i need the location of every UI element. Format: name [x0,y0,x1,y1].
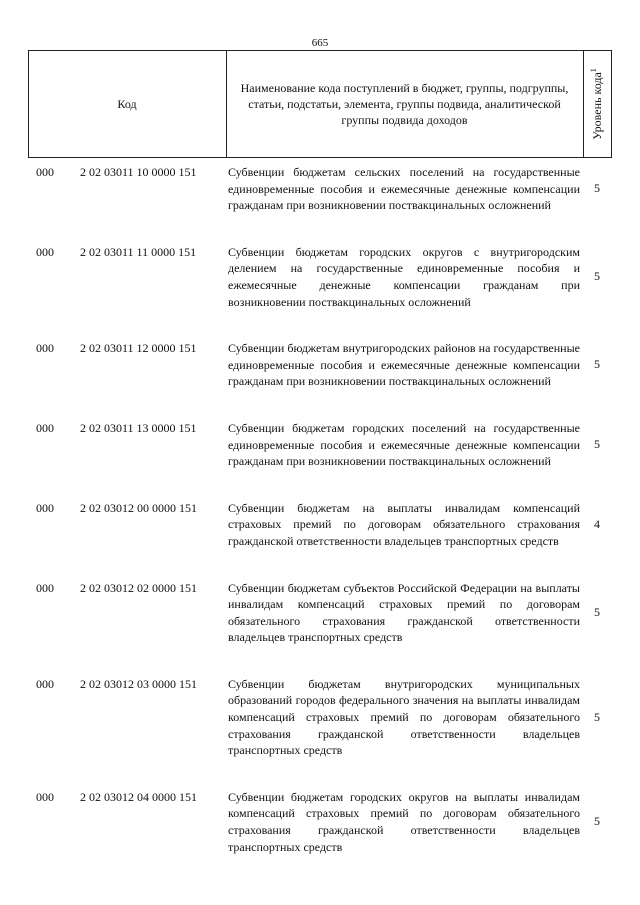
row-income-code: 2 02 03011 11 0000 151 [80,244,197,259]
table-row [28,580,612,646]
row-admin-code: 000 [36,244,54,259]
row-admin-code: 000 [36,676,54,691]
row-name: Субвенции бюджетам на выплаты инвалидам компенсаций страховых премий по договорам обязательного страхования гражданской ответственности владельцев транспортных средств [228,500,580,548]
column-divider [611,51,612,157]
row-level: 5 [594,436,600,451]
header-level-text [589,68,605,140]
row-income-code: 2 02 03011 13 0000 151 [80,420,197,435]
row-admin-code: 000 [36,580,54,595]
header-level [583,51,611,157]
row-level: 5 [594,357,600,372]
row-admin-code: 000 [36,420,54,435]
row-name: Субвенции бюджетам городских округов на выплаты инвалидам компенсаций страховых премий по договорам обязательного страхования гражданской ответственности владельцев транспортных средств [228,789,580,854]
row-name: Субвенции бюджетам городских поселений на государственные единовременные пособия и ежемесячные денежные компенсации гражданам при возникновении поствакцинальных осложнений [228,420,580,469]
row-admin-code: 000 [36,500,54,515]
row-name: Субвенции бюджетам сельских поселений на государственные единовременные пособия и ежемесячные денежные компенсации гражданам при возникновении поствакцинальных осложнений [228,165,580,213]
row-income-code: 2 02 03011 12 0000 151 [80,341,197,356]
row-income-code: 2 02 03012 02 0000 151 [80,580,197,595]
row-name: Субвенции бюджетам внутригородских районов на государственные единовременные пособия и ежемесячные денежные компенсации гражданам при возникновении поствакцинальных осложнений [228,341,580,389]
row-name: Субвенции бюджетам городских округов с внутригородским делением на государственные единовременные пособия и ежемесячные денежные компенсации гражданам при возникновении поствакцинальных осложнений [228,244,580,309]
header-level-footnote: 1 [589,68,599,73]
page-number: 665 [311,37,329,49]
row-name: Субвенции бюджетам внутригородских муниципальных образований городов федерального значения на выплаты инвалидам компенсаций страховых премий по договорам обязательного страхования гражданской ответственности владельцев транспортных средств [228,676,580,758]
row-income-code: 2 02 03011 10 0000 151 [80,165,197,179]
table-header [28,50,612,158]
header-name: Наименование кода поступлений в бюджет, группы, подгруппы, статьи, подстатьи, элемента, группы подвида, аналитической группы подвида доходов [240,81,569,127]
row-level: 5 [594,813,600,828]
row-level: 4 [594,516,600,531]
row-admin-code: 000 [36,341,54,356]
table-row [28,676,612,759]
row-level: 5 [594,181,600,195]
table-row [28,340,612,390]
row-name: Субвенции бюджетам субъектов Российской Федерации на выплаты инвалидам компенсаций страховых премий по договорам обязательного страхования гражданской ответственности владельцев транспортных средств [228,580,580,645]
column-divider [226,51,227,157]
table-row [28,500,612,550]
header-code: Код [117,96,137,111]
row-level: 5 [594,709,600,724]
table-row [28,789,612,855]
row-admin-code: 000 [36,789,54,804]
table-body [28,164,612,885]
row-admin-code: 000 [36,165,54,179]
row-level: 5 [594,268,600,283]
header-level-label: Уровень кода [590,72,605,140]
row-level: 5 [594,604,600,619]
row-income-code: 2 02 03012 03 0000 151 [80,676,197,691]
row-income-code: 2 02 03012 00 0000 151 [80,500,197,515]
table-row [28,420,612,470]
table-row [28,164,612,214]
row-income-code: 2 02 03012 04 0000 151 [80,789,197,804]
table-row [28,244,612,310]
